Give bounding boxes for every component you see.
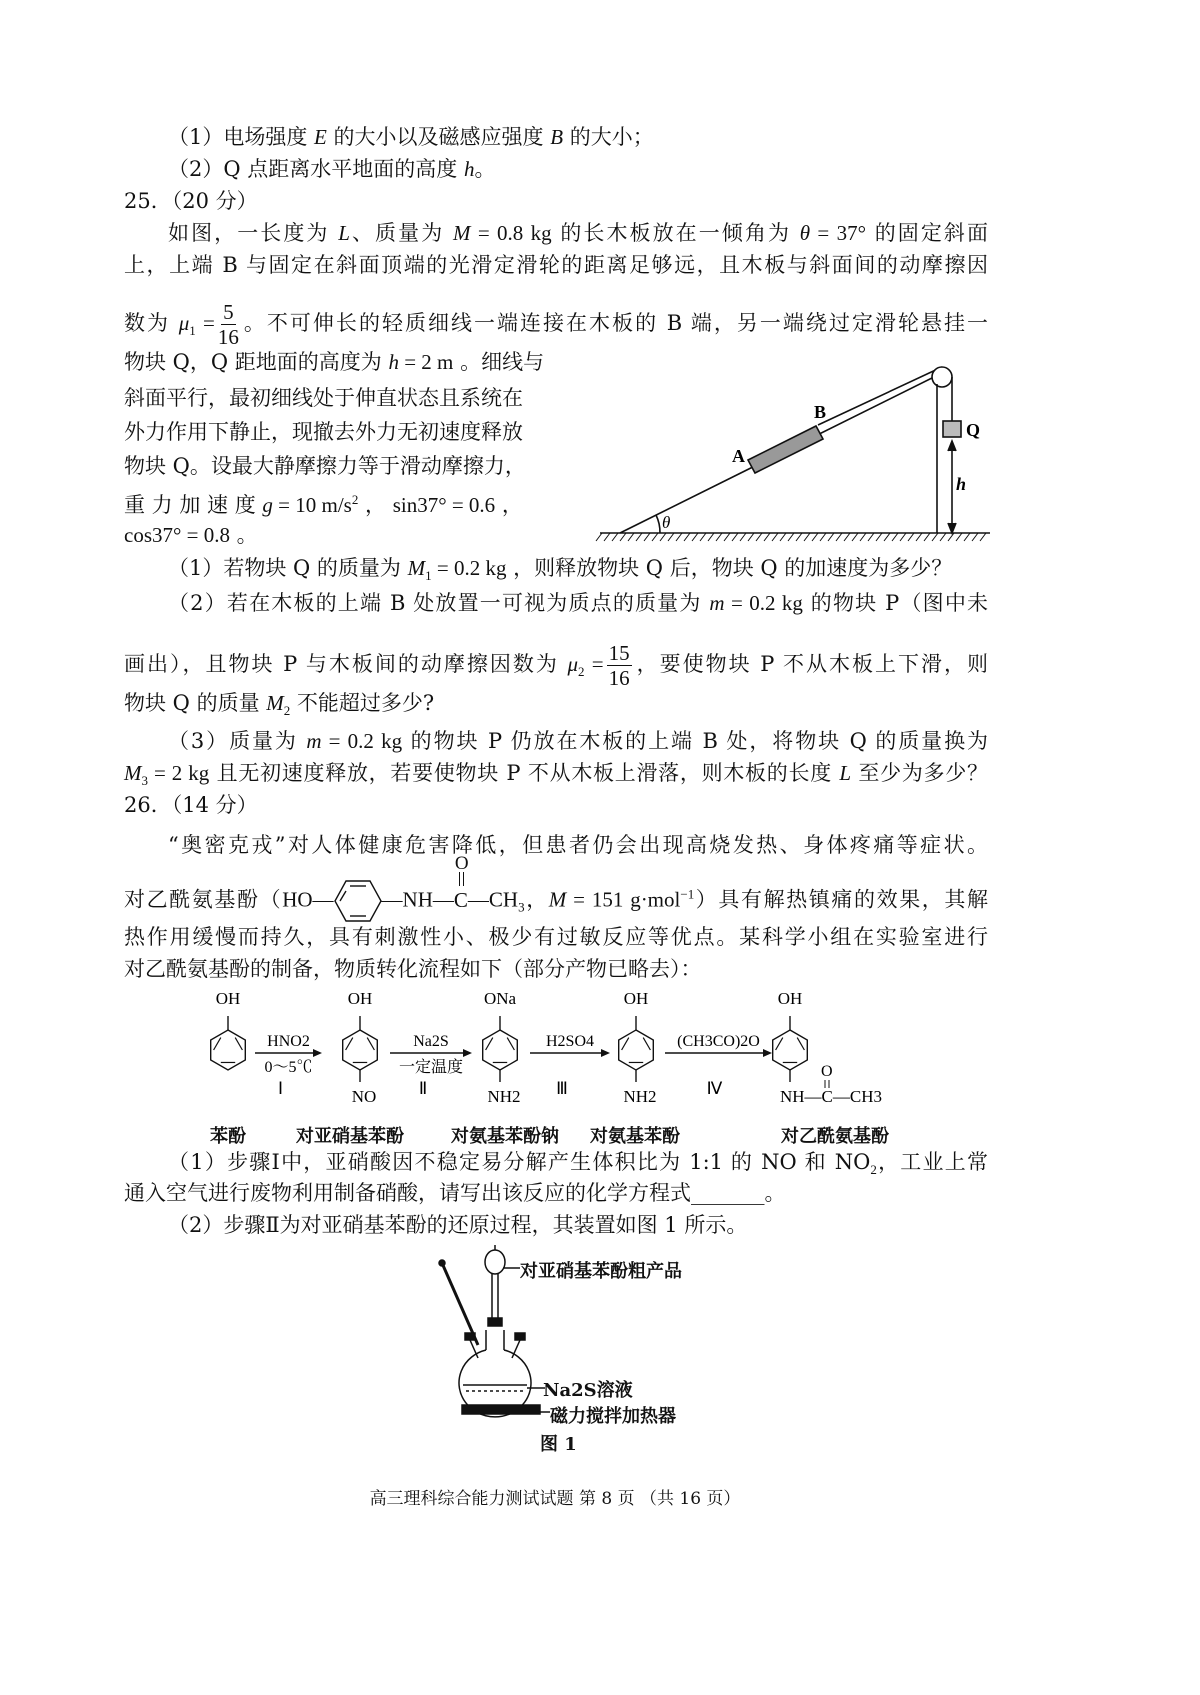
fraction: $\frac{5}{16}$ [217,300,239,349]
text-line [168,831,988,859]
incline-pulley-figure [590,355,1000,550]
text-segment: 的物块 P（图中未 [802,591,988,615]
text-segment: 热作用缓慢而持久，具有刺激性小、极少有过敏反应等优点。某科学小组在实验室进行 [124,925,988,949]
text-segment: （2）步骤Ⅱ为对亚硝基苯酚的还原过程，其装置如图 1 所示。 [168,1213,748,1237]
text-line [124,759,988,795]
text-segment: 斜面平行，最初细线处于伸直状态且系统在 [124,386,523,410]
math-variable: M [124,761,142,785]
text-line [168,1211,747,1239]
math-variable: L [839,761,851,785]
text-segment: ，工业上常 [876,1150,989,1174]
text-line [124,418,523,446]
reagent-label: H2SO4 [545,1033,595,1050]
step-label: Ⅳ [706,1079,723,1098]
top-group: ONa [483,989,517,1008]
text-line [168,219,988,247]
math-variable: E [314,125,327,149]
text-segment: 数为 [124,311,179,335]
text-segment: 。细线与 [453,350,545,374]
condition-label: 0～5℃ [264,1059,313,1076]
text-line [124,923,988,951]
math-expr: = 0.2 kg [724,591,803,615]
benzene-ring-icon [334,879,382,923]
reaction-scheme [190,985,950,1120]
text-line [124,955,702,983]
compound-name: 苯酚 [210,1126,246,1147]
label-b: B [814,402,827,422]
compound-name: 对乙酰氨基酚 [781,1126,889,1147]
text-segment: 26．（14 分） [124,793,258,817]
bottom-group: NH2 [487,1087,521,1106]
figure-caption: 图 1 [540,1434,577,1455]
step-label: Ⅲ [556,1079,568,1098]
math-expr: —CH [467,887,519,912]
top-group: OH [215,989,241,1008]
top-group: OH [347,989,373,1008]
label-a: A [732,446,745,466]
text-line [124,486,523,519]
text-segment: （3）质量为 [168,729,307,753]
bottom-group: NO [351,1087,377,1106]
text-segment: 且无初速度释放，若要使物块 P 不从木板上滑落，则木板的长度 [209,761,840,785]
label-h: h [956,474,967,494]
text-segment: （2）Q 点距离水平地面的高度 [168,157,464,181]
math-variable: M [453,221,471,245]
math-expr: cos37° = 0.8 [124,523,230,547]
benzene-ring-icon [211,1030,246,1070]
math-expr: = 0.2 kg [321,729,403,753]
text-segment: 的长木板放在一倾角为 [551,221,800,245]
text-segment: ， [358,493,393,517]
text-segment: 至少为多少？ [851,761,988,785]
text-line [124,641,988,690]
text-segment: 。 [229,523,258,547]
text-segment: 如图，一长度为 [168,221,339,245]
math-variable: m [306,729,322,753]
subscript: 3 [141,773,148,789]
text-segment: 物块 Q，Q 距地面的高度为 [124,350,389,374]
text-line [168,727,988,755]
math-expr: = 37° [810,221,866,245]
text-segment: 不能超过多少? [290,691,435,715]
math-expr: = 0.2 kg [431,556,507,580]
text-line [124,521,258,549]
benzene-ring-icon [619,1030,654,1070]
benzene-ring-icon [483,1030,518,1070]
compound-name: 对亚硝基苯酚 [296,1126,404,1147]
top-group: OH [623,989,649,1008]
subscript: 1 [189,323,196,339]
subscript: 2 [578,664,585,680]
text-segment: （1）若物块 Q 的质量为 [168,556,408,580]
math-expr: HO— [282,887,334,912]
heater-label: 磁力搅拌加热器 [550,1406,676,1427]
math-variable: B [550,125,564,149]
reagent-label: (CH3CO)2O [677,1033,760,1050]
text-line [124,452,526,480]
subscript: 2 [283,703,291,719]
math-variable: M [548,887,567,912]
text-segment: （1）步骤Ⅰ中，亚硝酸因不稳定易分解产生体积比为 1:1 的 NO 和 NO [168,1150,871,1174]
text-segment: （1）电场强度 [168,125,315,149]
text-segment: ，则释放物块 Q 后，物块 Q 的加速度为多少？ [506,556,953,580]
math-expr: = 2 kg [148,761,210,785]
math-variable: θ [799,221,811,245]
label-theta: θ [662,513,671,532]
text-segment: ，要使物块 P 不从木板上下滑，则 [634,652,989,676]
text-line [124,689,434,725]
text-segment: 画出），且物块 P 与木板间的动摩擦因数为 [124,652,568,676]
text-line [124,251,988,279]
text-segment: 的物块 P 仍放在木板的上端 B 处，将物块 Q 的质量换为 [402,729,988,753]
math-expr: sin37° = 0.6 [392,493,496,517]
text-segment: 物块 Q。设最大静摩擦力等于滑动摩擦力， [124,454,526,478]
text-segment: 、质量为 [349,221,454,245]
reagent-label: HNO2 [267,1033,310,1050]
math-expr: —NH— [381,887,454,912]
math-expr: = [584,652,604,676]
text-segment: 的固定斜面 [865,221,989,245]
text-segment: ， [495,493,523,517]
text-segment: “奥密克戎”对人体健康危害降低，但患者仍会出现高烧发热、身体疼痛等症状。 [168,833,988,857]
math-expr: = [195,311,215,335]
condition-label: 一定温度 [398,1059,464,1076]
text-segment: （2）若在木板的上端 B 处放置一可视为质点的质量为 [168,591,710,615]
text-line [168,155,495,183]
math-variable: M [407,556,426,580]
math-variable: L [338,221,350,245]
carbonyl-group: O C [453,852,469,912]
text-segment: 的大小； [563,125,654,149]
text-line [168,589,988,617]
text-segment: ）具有解热镇痛的效果，其解 [694,887,989,912]
text-line [124,348,544,376]
text-line [168,123,654,151]
math-variable: μ [178,311,190,335]
benzene-ring-icon [773,1030,808,1070]
subscript: 2 [870,1162,877,1178]
text-segment: 。 [474,157,496,181]
math-expr: = 151 g·mol [566,887,681,912]
text-line [124,791,258,819]
step-label: Ⅰ [277,1079,284,1098]
subscript: 3 [518,899,525,915]
text-segment: 物块 Q 的质量 [124,691,267,715]
text-line [124,187,258,215]
math-expr: = 0.8 kg [470,221,552,245]
benzene-ring-icon [343,1030,378,1070]
math-variable: μ [567,652,579,676]
math-variable: g [262,493,273,517]
math-variable: h [463,157,475,181]
text-line [124,1179,786,1207]
text-segment: 。不可伸长的轻质细线一端连接在木板的 B 端，另一端绕过定滑轮悬挂一 [241,311,989,335]
text-segment: 重 力 加 速 度 [124,493,263,517]
text-segment: 外力作用下静止，现撤去外力无初速度释放 [124,420,523,444]
math-expr: = 2 m [398,350,454,374]
subscript: 1 [425,568,432,584]
math-variable: m [709,591,725,615]
text-line [124,300,988,349]
text-segment: 对乙酰氨基酚的制备，物质转化流程如下（部分产物已略去）： [124,957,702,981]
math-variable: M [266,691,284,715]
text-line [124,384,523,412]
compound-name: 对氨基苯酚钠 [451,1126,559,1147]
text-segment: 通入空气进行废物利用制备硝酸，请写出该反应的化学方程式_______。 [124,1181,786,1205]
text-segment: 的大小以及磁感应强度 [326,125,551,149]
funnel-label: 对亚硝基苯酚粗产品 [520,1261,682,1282]
page-footer: 高三理科综合能力测试试题 第 8 页 （共 16 页） [369,1489,741,1509]
solution-label: Na2S溶液 [543,1380,633,1401]
bottom-group: NH2 [623,1087,657,1106]
text-line [168,554,952,590]
text-segment: 上，上端 B 与固定在斜面顶端的光滑定滑轮的距离足够远，且木板与斜面间的动摩擦因 [124,253,988,277]
reagent-label: Na2S [413,1033,449,1050]
text-line [124,852,989,923]
math-expr: = 10 m/s [272,493,352,517]
text-segment: 对乙酰氨基酚（ [124,887,283,912]
compound-name: 对氨基苯酚 [590,1126,680,1147]
bottom-group: NH—C—CH3 [780,1087,883,1106]
superscript: −1 [680,886,695,902]
superscript: 2 [351,492,359,507]
carbonyl-o: O [821,1063,833,1080]
step-label: Ⅱ [418,1079,428,1098]
top-group: OH [777,989,803,1008]
math-variable: h [388,350,399,374]
text-segment: ， [524,887,549,912]
text-segment: 25．（20 分） [124,189,258,213]
fraction: $\frac{15}{16}$ [608,641,630,690]
label-q: Q [966,420,981,440]
